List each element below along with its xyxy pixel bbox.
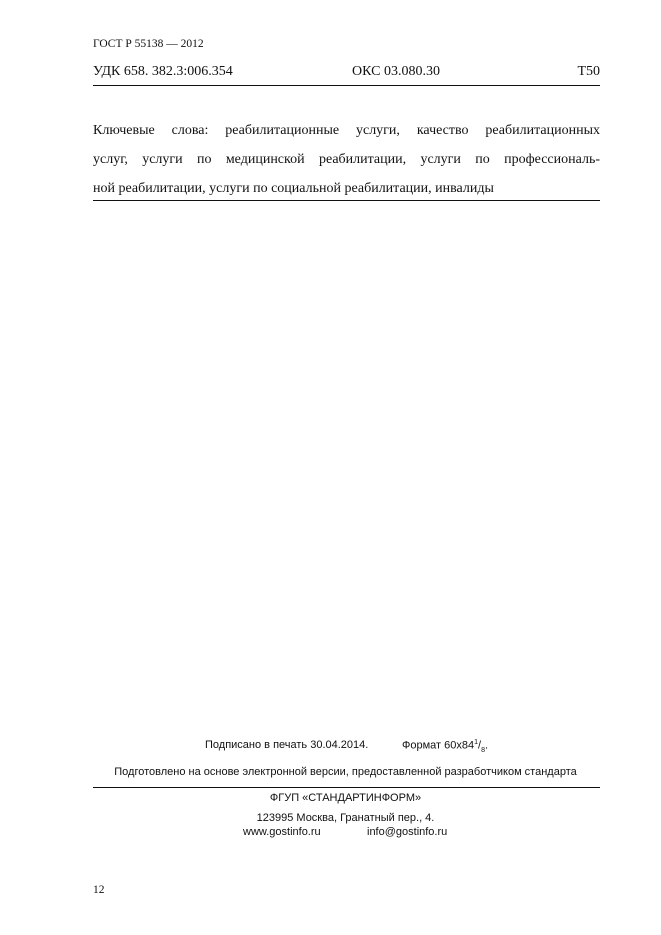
keywords-line: ной реабилитации, услуги по социальной реабилитации, инвалиды <box>93 181 494 196</box>
publisher-address: 123995 Москва, Гранатный пер., 4. <box>256 812 435 824</box>
oks-code: ОКС 03.080.30 <box>352 64 440 79</box>
website-link[interactable]: www.gostinfo.ru <box>243 826 321 838</box>
classification-row <box>93 64 600 84</box>
print-format: Формат $60х84^1/_8$. <box>402 739 489 754</box>
page-number: 12 <box>93 884 105 896</box>
format-suffix: . <box>484 739 489 752</box>
keywords-paragraph <box>93 116 600 203</box>
email-link[interactable]: info@gostinfo.ru <box>367 826 448 838</box>
format-prefix: Формат 60х84 <box>402 739 475 752</box>
udk-code: УДК 658. 382.3:006.354 <box>93 64 233 79</box>
format-numerator: 1 <box>474 739 479 746</box>
prepared-note: Подготовлено на основе электронной версии, предоставленной разработчиком стандарта <box>114 766 577 778</box>
standard-designation: ГОСТ Р 55138 — 2012 <box>93 38 204 50</box>
keywords-line: Ключевые слова: реабилитационные услуги, качество реабилитационных <box>93 123 600 138</box>
keywords-divider <box>93 200 600 201</box>
signed-date: Подписано в печать 30.04.2014. <box>205 739 369 751</box>
keywords-line: услуг, услуги по медицинской реабилитации, услуги по профессиональ- <box>93 152 600 167</box>
imprint-divider <box>93 787 600 788</box>
format-denominator: 8 <box>481 746 485 754</box>
publisher-name: ФГУП «СТАНДАРТИНФОРМ» <box>269 792 422 804</box>
top-divider <box>93 85 600 86</box>
class-code: Т50 <box>577 64 600 79</box>
